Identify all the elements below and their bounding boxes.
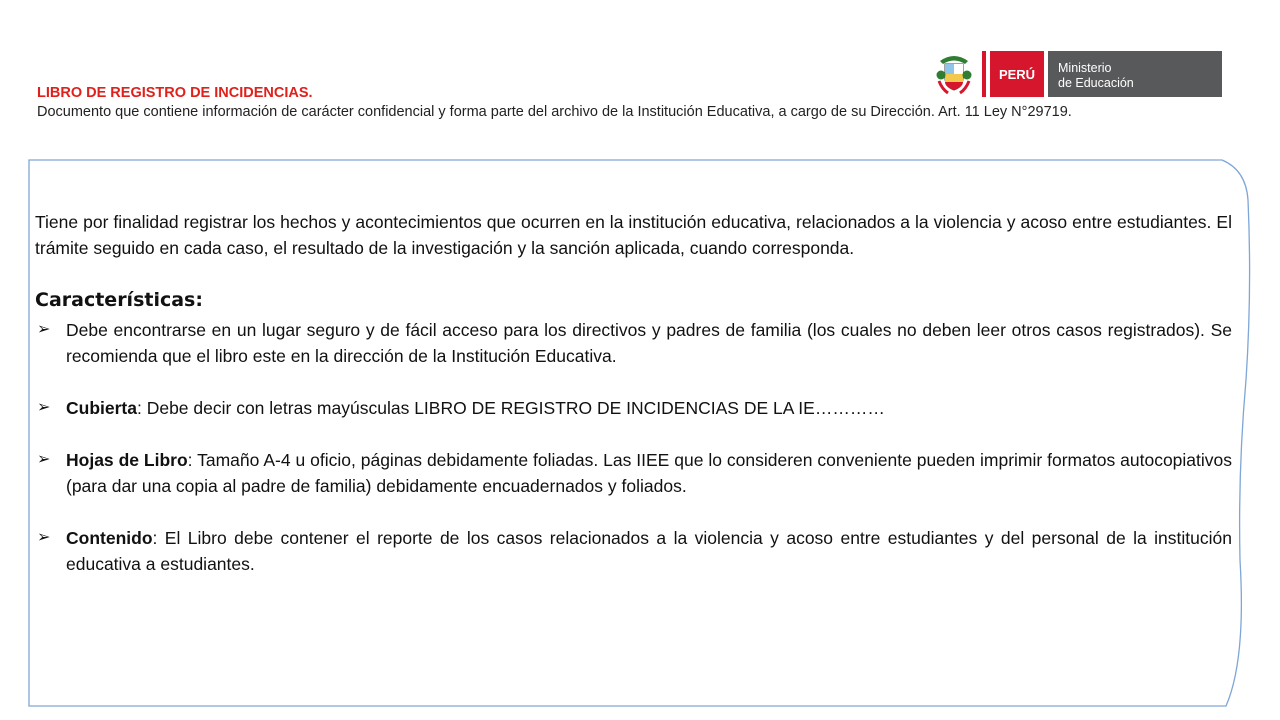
- list-item: [35, 317, 1232, 369]
- list-item-term: Cubierta: [66, 398, 137, 418]
- list-item: [35, 395, 1232, 421]
- minedu-logo: [934, 51, 1222, 97]
- list-item-term: Hojas de Libro: [66, 450, 188, 470]
- intro-paragraph: Tiene por finalidad registrar los hechos y acontecimientos que ocurren en la institución educativa, relacionados a la violencia y acoso entre estudiantes. El trámite seguido en cada caso, el resultado de la investigación y la sanción aplicada, cuando corresponda.: [35, 212, 1232, 258]
- arrow-bullet-icon: ➢: [37, 451, 51, 468]
- list-item-text: : El Libro debe contener el reporte de los casos relacionados a la violencia y acoso entre estudiantes y del personal de la institución educativa a estudiantes.: [66, 528, 1232, 574]
- list-item: [35, 525, 1232, 577]
- document-description: Documento que contiene información de carácter confidencial y forma parte del archivo de la Institución Educativa, a cargo de su Dirección. Art. 11 Ley N°29719.: [37, 104, 1072, 120]
- logo-ministry-line1: Ministerio: [1058, 61, 1112, 75]
- document-title: LIBRO DE REGISTRO DE INCIDENCIAS.: [37, 85, 313, 101]
- arrow-bullet-icon: ➢: [37, 529, 51, 546]
- peru-coat-of-arms-icon: [937, 56, 972, 93]
- list-item-term: Contenido: [66, 528, 153, 548]
- list-item: [35, 447, 1232, 499]
- list-item-text: Debe encontrarse en un lugar seguro y de fácil acceso para los directivos y padres de familia (los cuales no deben leer otros casos registrados). Se recomienda que el libro este en la dirección de la Institución Educativa.: [66, 320, 1232, 366]
- logo-ministry-line2: de Educación: [1058, 76, 1134, 90]
- arrow-bullet-icon: ➢: [37, 321, 51, 338]
- section-heading: Características:: [35, 289, 203, 311]
- list-item-text: : Debe decir con letras mayúsculas LIBRO DE REGISTRO DE INCIDENCIAS DE LA IE…………: [136, 398, 885, 418]
- list-item-text: : Tamaño A-4 u oficio, páginas debidamente foliadas. Las IIEE que lo consideren conveniente pueden imprimir formatos autocopiativos (para dar una copia al padre de familia) debidamente encuadernados y foliados.: [66, 450, 1233, 496]
- arrow-bullet-icon: ➢: [37, 399, 51, 416]
- logo-country: PERÚ: [998, 67, 1036, 82]
- content-body: [35, 209, 1232, 577]
